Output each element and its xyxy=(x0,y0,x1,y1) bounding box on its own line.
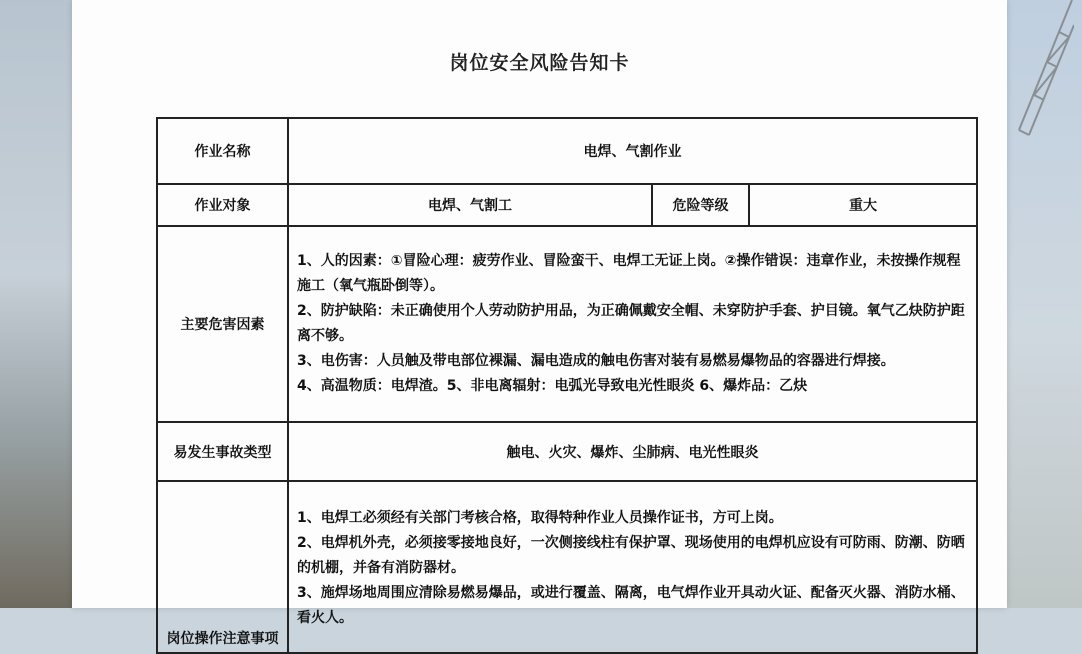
table-row xyxy=(157,184,977,226)
job-target-value: 电焊、气割工 xyxy=(288,184,652,226)
risk-table xyxy=(156,117,978,654)
card-title: 岗位安全风险告知卡 xyxy=(449,52,630,74)
hazard-item: 4、高温物质：电焊渣。5、非电离辐射：电弧光导致电光性眼炎 6、爆炸品：乙炔 xyxy=(297,378,808,394)
job-target-label: 作业对象 xyxy=(157,184,288,226)
accident-type-value: 触电、火灾、爆炸、尘肺病、电光性眼炎 xyxy=(288,422,977,481)
table-row xyxy=(157,481,977,653)
risk-level-value: 重大 xyxy=(749,184,977,226)
background-scene-right xyxy=(1007,0,1082,608)
risk-level-label: 危险等级 xyxy=(652,184,749,226)
table-row xyxy=(157,422,977,481)
accident-type-label: 易发生事故类型 xyxy=(157,422,288,481)
precaution-item: 3、施焊场地周围应清除易燃易爆品，或进行覆盖、隔离，电气焊作业开具动火证、配备灭火器、消防水桶、看火人。 xyxy=(297,584,965,626)
table-row xyxy=(157,226,977,422)
precautions-label: 岗位操作注意事项 xyxy=(157,481,288,653)
table-row xyxy=(157,118,977,184)
hazard-item: 3、电伤害：人员触及带电部位裸漏、漏电造成的触电伤害对装有易燃易爆物品的容器进行焊接。 xyxy=(297,353,895,369)
precautions-list xyxy=(288,481,977,653)
hazards-list xyxy=(288,226,977,422)
hazards-label: 主要危害因素 xyxy=(157,226,288,422)
job-name-value: 电焊、气割作业 xyxy=(288,118,977,184)
hazard-item: 2、防护缺陷：未正确使用个人劳动防护用品，为正确佩戴安全帽、未穿防护手套、护目镜。氧气乙炔防护距离不够。 xyxy=(297,303,965,344)
crane-icon xyxy=(1014,0,1074,240)
job-name-label: 作业名称 xyxy=(157,118,288,184)
safety-risk-card xyxy=(72,0,1007,647)
hazard-item: 1、人的因素：①冒险心理：疲劳作业、冒险蛮干、电焊工无证上岗。②操作错误：违章作业，未按操作规程施工（氧气瓶卧倒等）。 xyxy=(297,253,961,294)
precaution-item: 1、电焊工必须经有关部门考核合格，取得特种作业人员操作证书，方可上岗。 xyxy=(297,509,783,526)
precaution-item: 2、电焊机外壳，必须接零接地良好，一次侧接线柱有保护罩、现场使用的电焊机应设有可防雨、防潮、防晒的机棚，并备有消防器材。 xyxy=(297,534,965,576)
